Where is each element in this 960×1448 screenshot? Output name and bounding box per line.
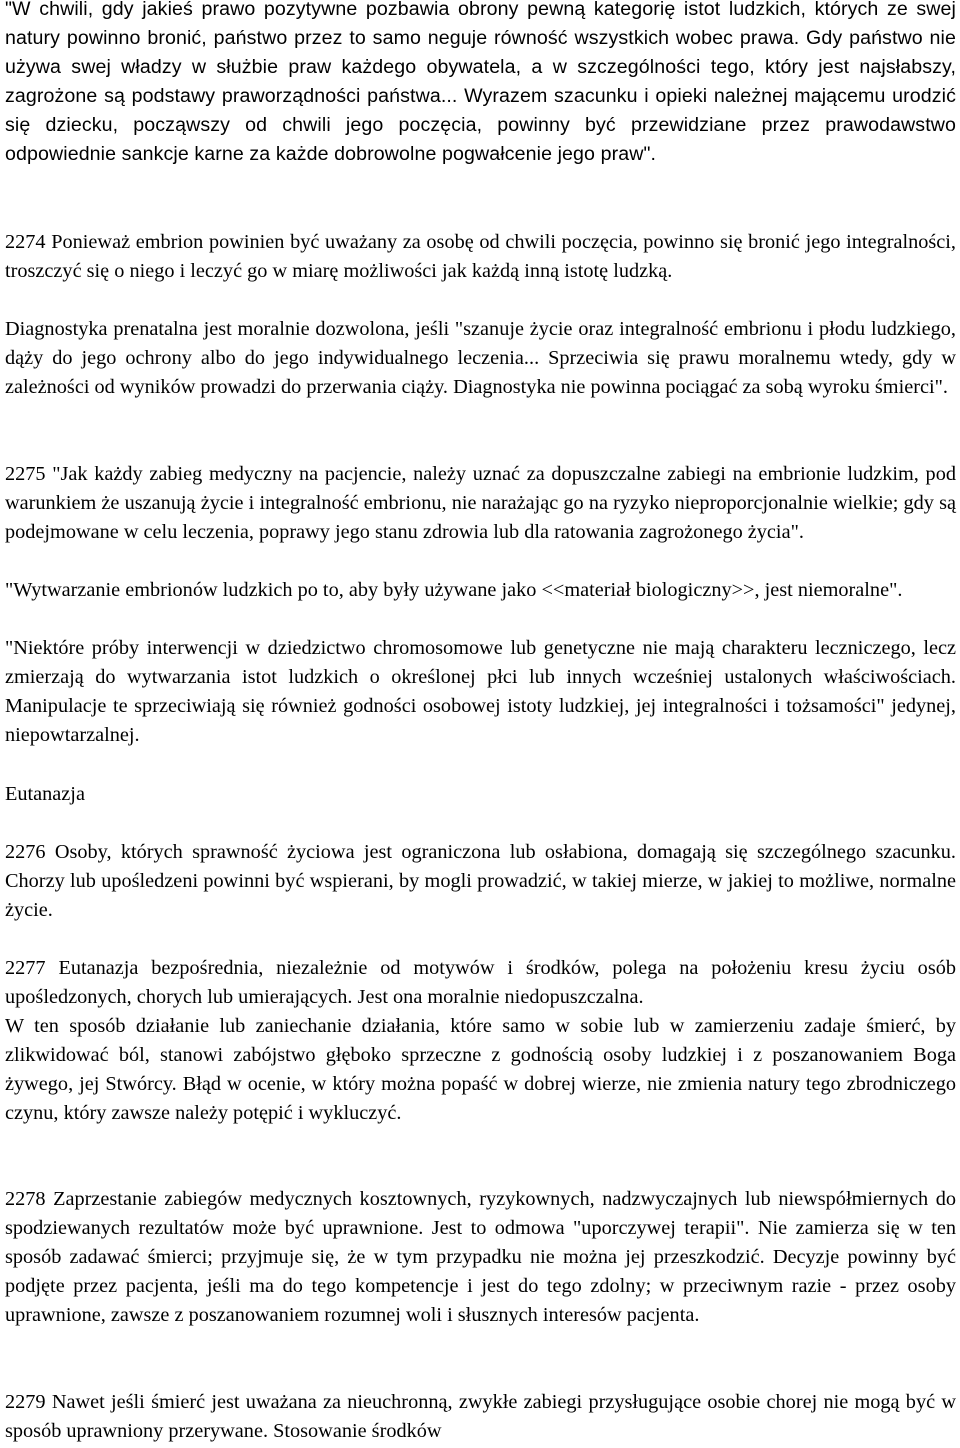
paragraph-text: W ten sposób działanie lub zaniechanie działania, które samo w sobie lub w zamierzeniu zadaje śmierć, by zlikwidować ból, stanowi zabójstwo głęboko sprzeczne z godnością osoby ludzkiej i z poszanowaniem Boga żywego, jej Stwórcy. Błąd w ocenie, w który można popaść w dobrej wierze, nie zmienia natury tego zbrodniczego czynu, który zawsze należy potępić i wykluczyć.: [5, 1015, 956, 1125]
paragraph-text: "W chwili, gdy jakieś prawo pozytywne pozbawia obrony pewną kategorię istot ludzkich, których ze swej natury powinno bronić, państwo przez to samo neguje równość wszystkich wobec prawa. Gdy państwo nie używa swej władzy w służbie praw każdego obywatela, a w szczególności tego, który jest najsłabszy, zagrożone są podstawy praworządności państwa... Wyrazem szacunku i opieki należnej mającemu urodzić się dziecku, począwszy od chwili jego poczęcia, powinny być przewidziane przez prawodawstwo odpowiednie sankcje karne za każde dobrowolne pogwałcenie jego praw".: [5, 0, 956, 165]
paragraph-number: 2275: [5, 463, 46, 485]
paragraph-embryo-production: [5, 576, 956, 605]
paragraph-2274: [5, 228, 956, 286]
paragraph-text: "Wytwarzanie embrionów ludzkich po to, aby były używane jako <<materiał biologiczny>>, jest niemoralne".: [5, 579, 903, 601]
paragraph-2279: [5, 1388, 956, 1446]
paragraph-text: Eutanazja bezpośrednia, niezależnie od motywów i środków, polega na położeniu kresu życiu osób upośledzonych, chorych lub umierających. Jest ona moralnie niedopuszczalna.: [5, 957, 956, 1009]
section-heading: Eutanazja: [5, 783, 85, 805]
paragraph-2277: [5, 954, 956, 1012]
paragraph-text: Ponieważ embrion powinien być uważany za osobę od chwili poczęcia, powinno się bronić jego integralności, troszczyć się o niego i leczyć go w miarę możliwości jak każdą inną istotę ludzką.: [5, 231, 956, 283]
paragraph-text: "Jak każdy zabieg medyczny na pacjencie, należy uznać za dopuszczalne zabiegi na embrionie ludzkim, pod warunkiem że uszanują życie i integralność embrionu, nie narażając go na ryzyko nieproporcjonalnie wielkie; gdy są podejmowane w celu leczenia, poprawy jego stanu zdrowia lub dla ratowania zagrożonego życia".: [5, 463, 956, 544]
paragraph-number: 2277: [5, 957, 46, 979]
paragraph-text: Nawet jeśli śmierć jest uważana za nieuchronną, zwykłe zabiegi przysługujące osobie chorej nie mogą być w sposób uprawniony przerywane. Stosowanie środków: [5, 1391, 956, 1443]
paragraph-text: Diagnostyka prenatalna jest moralnie dozwolona, jeśli "szanuje życie oraz integralność embrionu i płodu ludzkiego, dąży do jego ochrony albo do jego indywidualnego leczenia... Sprzeciwia się prawu moralnemu wtedy, gdy w zależności od wyników prowadzi do przerwania ciąży. Diagnostyka nie powinna pociągać za sobą wyroku śmierci".: [5, 318, 956, 399]
paragraph-number: 2274: [5, 231, 46, 253]
paragraph-euthanasia-act: [5, 1012, 956, 1128]
paragraph-2276: [5, 838, 956, 925]
paragraph-2275: [5, 460, 956, 547]
section-heading-euthanasia: [5, 780, 956, 809]
paragraph-text: Zaprzestanie zabiegów medycznych kosztownych, ryzykownych, nadzwyczajnych lub niewspółmiernych do spodziewanych rezultatów może być uprawnione. Jest to odmowa "uporczywej terapii". Nie zamierza się w ten sposób zadawać śmierci; przyjmuje się, że w tym przypadku nie można jej przeszkodzić. Decyzje powinny być podjęte przez pacjenta, jeśli ma do tego kompetencje i jest do tego zdolny; w przeciwnym razie - przez osoby uprawnione, zawsze z poszanowaniem rozumnej woli i słusznych interesów pacjenta.: [5, 1188, 957, 1327]
paragraph-number: 2278: [5, 1188, 46, 1210]
paragraph-2278: [5, 1185, 956, 1330]
paragraph-prenatal-diagnostics: [5, 315, 956, 402]
paragraph-text: Osoby, których sprawność życiowa jest ograniczona lub osłabiona, domagają się szczególnego szacunku. Chorzy lub upośledzeni powinni być wspierani, by mogli prowadzić, w takiej mierze, w jakiej to możliwe, normalne życie.: [5, 841, 956, 922]
paragraph-genetic-interventions: [5, 634, 956, 750]
paragraph-number: 2276: [5, 841, 46, 863]
paragraph-number: 2279: [5, 1391, 46, 1413]
paragraph-law-quote: [5, 0, 956, 168]
paragraph-text: "Niektóre próby interwencji w dziedzictwo chromosomowe lub genetyczne nie mają charakteru leczniczego, lecz zmierzają do wytwarzania istot ludzkich o określonej płci lub innych wcześniej ustalonych właściwościach. Manipulacje te sprzeciwiają się również godności osobowej istoty ludzkiej, jej integralności i tożsamości" jedynej, niepowtarzalnej.: [5, 637, 956, 747]
